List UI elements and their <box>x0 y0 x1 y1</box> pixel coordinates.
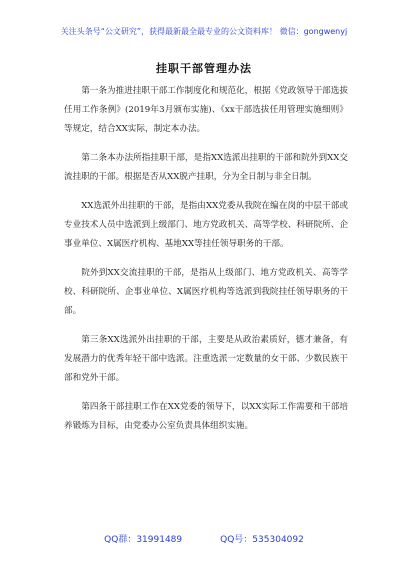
document-body <box>64 82 348 446</box>
header-note: 关注头条号“公文研究”，获得最新最全最专业的公文资料库！ 微信：gongwenyj <box>60 27 348 36</box>
footer-qq-number: QQ号：535304092 <box>220 535 304 545</box>
paragraph-article-1: 第一条为推进挂职干部工作制度化和规范化，根据《党政领导干部选拔任用工作条例》(2019年3月颁布实施)、《xx干部选拔任用管理实施细则》等规定，结合XX实际，制定本办法。 <box>64 86 348 134</box>
paragraph-incoming-cadres: 院外到XX交流挂职的干部，是指从上级部门、地方党政机关、高等学校、科研院所、企事业单位、X属医疗机构等选派到我院挂任领导职务的干部。 <box>64 268 348 316</box>
paragraph-article-4: 第四条干部挂职工作在XX党委的领导下，以XX实际工作需要和干部培养锻炼为目标，由党委办公室负责具体组织实施。 <box>64 402 348 431</box>
footer-contact <box>0 532 408 545</box>
paragraph-article-3: 第三条XX选派外出挂职的干部，主要是从政治素质好，德才兼备，有发展潜力的优秀年轻干部中选派。注重选派一定数量的女干部、少数民族干部和党外干部。 <box>64 335 348 383</box>
paragraph-outgoing-cadres: XX选派外出挂职的干部，是指由XX党委从我院在编在岗的中层干部或专业技术人员中选派到上级部门、地方党政机关、高等学校、科研院所、企事业单位、X属医疗机构、基地XX等挂任领导职务的干部。 <box>64 201 348 249</box>
paragraph-article-2: 第二条本办法所指挂职干部，是指XX选派出挂职的干部和院外到XX交流挂职的干部。根据是否从XX脱产挂职，分为全日制与非全日制。 <box>64 153 348 182</box>
footer-qq-group: QQ群：31991489 <box>104 535 183 545</box>
document-title: 挂职干部管理办法 <box>156 62 252 75</box>
